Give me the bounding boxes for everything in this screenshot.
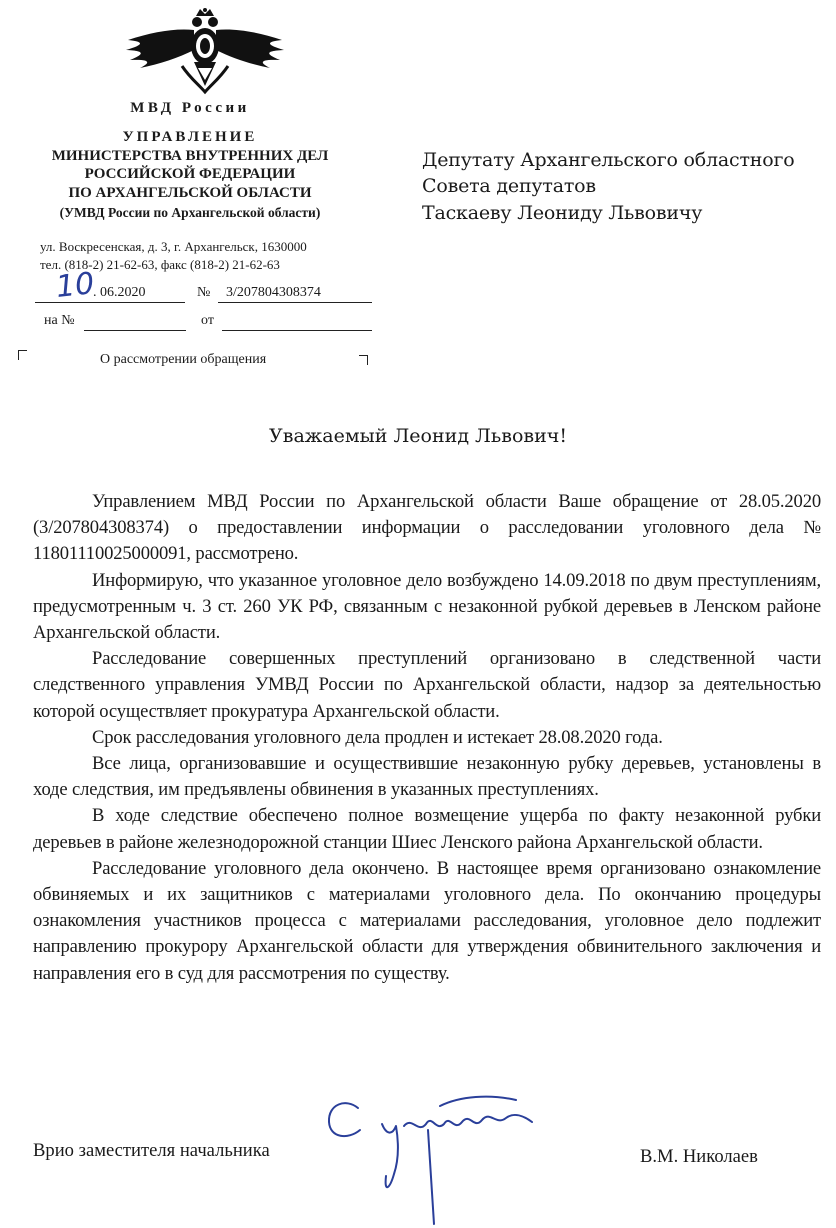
- reply-date-underline: [222, 330, 372, 331]
- salutation: Уважаемый Леонид Львович!: [269, 425, 567, 447]
- reply-number-underline: [84, 330, 186, 331]
- addressee-line: Совета депутатов: [422, 175, 596, 197]
- reply-from-label: от: [201, 313, 214, 328]
- signatory-name: В.М. Николаев: [640, 1146, 758, 1167]
- mvd-eagle-emblem-icon: [120, 6, 290, 98]
- department-phones: тел. (818-2) 21-62-63, факс (818-2) 21-62-63: [40, 257, 280, 272]
- letter-body: [33, 489, 821, 987]
- body-paragraph: Все лица, организовавшие и осуществившие незаконную рубку деревьев, установлены в ходе следствия, им предъявлены обвинения в указанных преступлениях.: [33, 753, 821, 801]
- ministry-short-name: МВД России: [130, 100, 250, 116]
- signatory-title: Врио заместителя начальника: [33, 1140, 270, 1161]
- subject-corner-mark-right: [359, 355, 368, 365]
- outgoing-number: 3/207804308374: [226, 285, 321, 300]
- body-paragraph: Расследование уголовного дела окончено. В настоящее время организовано ознакомление обвиняемых и их защитников с материалами уголовного дела. По окончанию процедуры ознакомления участников процесса с материалами расследования, уголовное дело подлежит направлению прокурору Архангельской области для утверждения обвинительного заключения и направления его в суд для рассмотрения по существу.: [33, 857, 821, 984]
- department-name-line: ПО АРХАНГЕЛЬСКОЙ ОБЛАСТИ: [68, 185, 312, 201]
- handwritten-signature-icon: [320, 1090, 550, 1228]
- body-paragraph: Управлением МВД России по Архангельской области Ваше обращение от 28.05.2020 (3/207804308374) о предоставлении информации о расследовании уголовного дела № 11801110025000091, рассмотрено.: [33, 491, 821, 565]
- handwritten-date-day: 10: [54, 266, 96, 305]
- reply-to-number-label: на №: [44, 313, 75, 328]
- body-paragraph: Информирую, что указанное уголовное дело возбуждено 14.09.2018 по двум преступлениям, предусмотренным ч. 3 ст. 260 УК РФ, связанным с незаконной рубкой деревьев в Ленском районе Архангельской области.: [33, 569, 821, 644]
- outgoing-date: . 06.2020: [93, 285, 146, 300]
- body-paragraph: В ходе следствие обеспечено полное возмещение ущерба по факту незаконной рубки деревьев в районе железнодорожной станции Шиес Ленского района Архангельской области.: [33, 805, 821, 853]
- body-paragraph: Срок расследования уголовного дела продлен и истекает 28.08.2020 года.: [92, 726, 663, 748]
- number-underline: [218, 302, 372, 303]
- date-underline: [35, 302, 185, 303]
- body-paragraph: Расследование совершенных преступлений организовано в следственной части следственного управления УМВД России по Архангельской области, надзор за деятельностью которой осуществляет прокуратура Архангельской области.: [33, 648, 821, 722]
- department-name-line: РОССИЙСКОЙ ФЕДЕРАЦИИ: [84, 166, 296, 182]
- addressee-line: Таскаеву Леониду Львовичу: [422, 202, 703, 224]
- outgoing-number-label: №: [197, 285, 211, 300]
- department-name-line: МИНИСТЕРСТВА ВНУТРЕННИХ ДЕЛ: [51, 148, 329, 164]
- subject-corner-mark-left: [18, 350, 27, 360]
- department-name-line: УПРАВЛЕНИЕ: [122, 129, 258, 145]
- department-abbreviation: (УМВД России по Архангельской области): [59, 205, 321, 220]
- department-address: ул. Воскресенская, д. 3, г. Архангельск, 1630000: [40, 239, 307, 254]
- addressee-line: Депутату Архангельского областного: [422, 149, 795, 171]
- letter-subject: О рассмотрении обращения: [100, 352, 267, 367]
